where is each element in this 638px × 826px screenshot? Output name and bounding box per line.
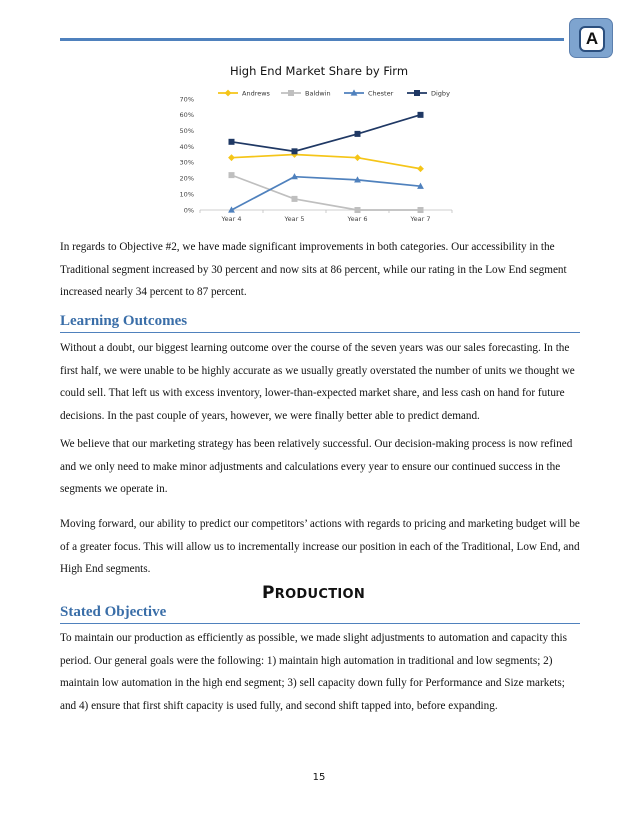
y-tick-label: 20% [179,174,194,183]
learning-paragraph-2: We believe that our marketing strategy has been relatively successful. Our decision-making process is now refined and we only need to make minor adjustments and calculations every year to ensure our continued success in the segments we operate in. [60,438,573,496]
x-tick-label: Year 7 [410,215,431,223]
market-share-chart [160,58,460,223]
page-number: 15 [312,772,326,783]
series-andrews [228,151,424,172]
series-digby [229,112,424,154]
x-tick-label: Year 6 [347,215,368,223]
chapter-badge-letter: A [579,26,605,52]
series-line-digby [232,115,421,151]
data-point-baldwin [292,196,298,202]
legend-label: Digby [431,89,450,98]
legend-item-andrews [218,89,271,97]
production-title-rest: RODUCTION [274,587,366,602]
legend-item-baldwin [281,89,331,97]
data-point-digby [418,112,424,118]
data-point-baldwin [355,207,361,213]
legend-marker [414,90,420,96]
series-chester [228,173,424,213]
y-tick-label: 40% [179,142,194,151]
data-point-digby [229,139,235,145]
header-rule [60,38,564,41]
learning-paragraph-3: Moving forward, our ability to predict our competitors’ actions with regards to pricing and marketing budget will be of a greater focus. This will allow us to incrementally increase our position in each of the Traditional, Low End, and High End segments. [60,518,580,576]
y-tick-label: 60% [179,111,194,120]
chart-series [228,112,424,213]
legend-label: Baldwin [305,89,331,98]
chart-title: High End Market Share by Firm [229,64,409,78]
data-point-baldwin [229,172,235,178]
learning-paragraph-1: Without a doubt, our biggest learning outcome over the course of the seven years was our sales forecasting. In the first half, we were unable to be highly accurate as we usually greatly overstated the number of units we thought we could sell. That left us with excess inventory, lower-than-expected market share, and less cash on hand for future decisions. In the past couple of years, however, we were finally better able to predict demand. [60,342,575,422]
production-section-title [262,583,365,603]
chapter-badge [569,18,613,58]
legend-marker [288,90,294,96]
production-paragraph: To maintain our production as efficiently as possible, we made slight adjustments to automation and capacity this period. Our general goals were the following: 1) maintain high automation in traditional and low segments; 2) maintain low automation in the high end segment; 3) sell capacity down fully for Performance and Size markets; and 4) ensure that first shift capacity is used fully, and second shift tapped into, before expanding. [60,632,567,712]
data-point-andrews [417,165,424,172]
data-point-baldwin [418,207,424,213]
data-point-andrews [228,154,235,161]
legend-item-digby [407,89,450,97]
data-point-digby [292,148,298,154]
y-tick-label: 70% [179,95,194,104]
legend-marker [225,90,232,97]
production-title-initial: P [262,583,275,603]
stated-objective-heading: Stated Objective [60,603,580,624]
legend-label: Chester [368,89,394,98]
legend-label: Andrews [242,89,270,98]
y-tick-label: 0% [183,206,194,215]
x-tick-label: Year 4 [221,215,242,223]
y-tick-label: 50% [179,127,194,136]
legend-item-chester [344,89,394,97]
y-tick-label: 10% [179,190,194,199]
data-point-andrews [354,154,361,161]
y-tick-label: 30% [179,158,194,167]
x-tick-label: Year 5 [284,215,305,223]
objective2-paragraph: In regards to Objective #2, we have made significant improvements in both categories. Our accessibility in the Traditional segment increased by 30 percent and now sits at 86 percent, while our rating in the Low End segment increased nearly 34 percent to 87 percent. [60,241,567,299]
data-point-digby [355,131,361,137]
chart-legend [218,89,450,97]
chart-axes [180,95,452,223]
series-line-andrews [232,155,421,169]
series-line-baldwin [232,175,421,210]
learning-outcomes-heading: Learning Outcomes [60,312,580,333]
